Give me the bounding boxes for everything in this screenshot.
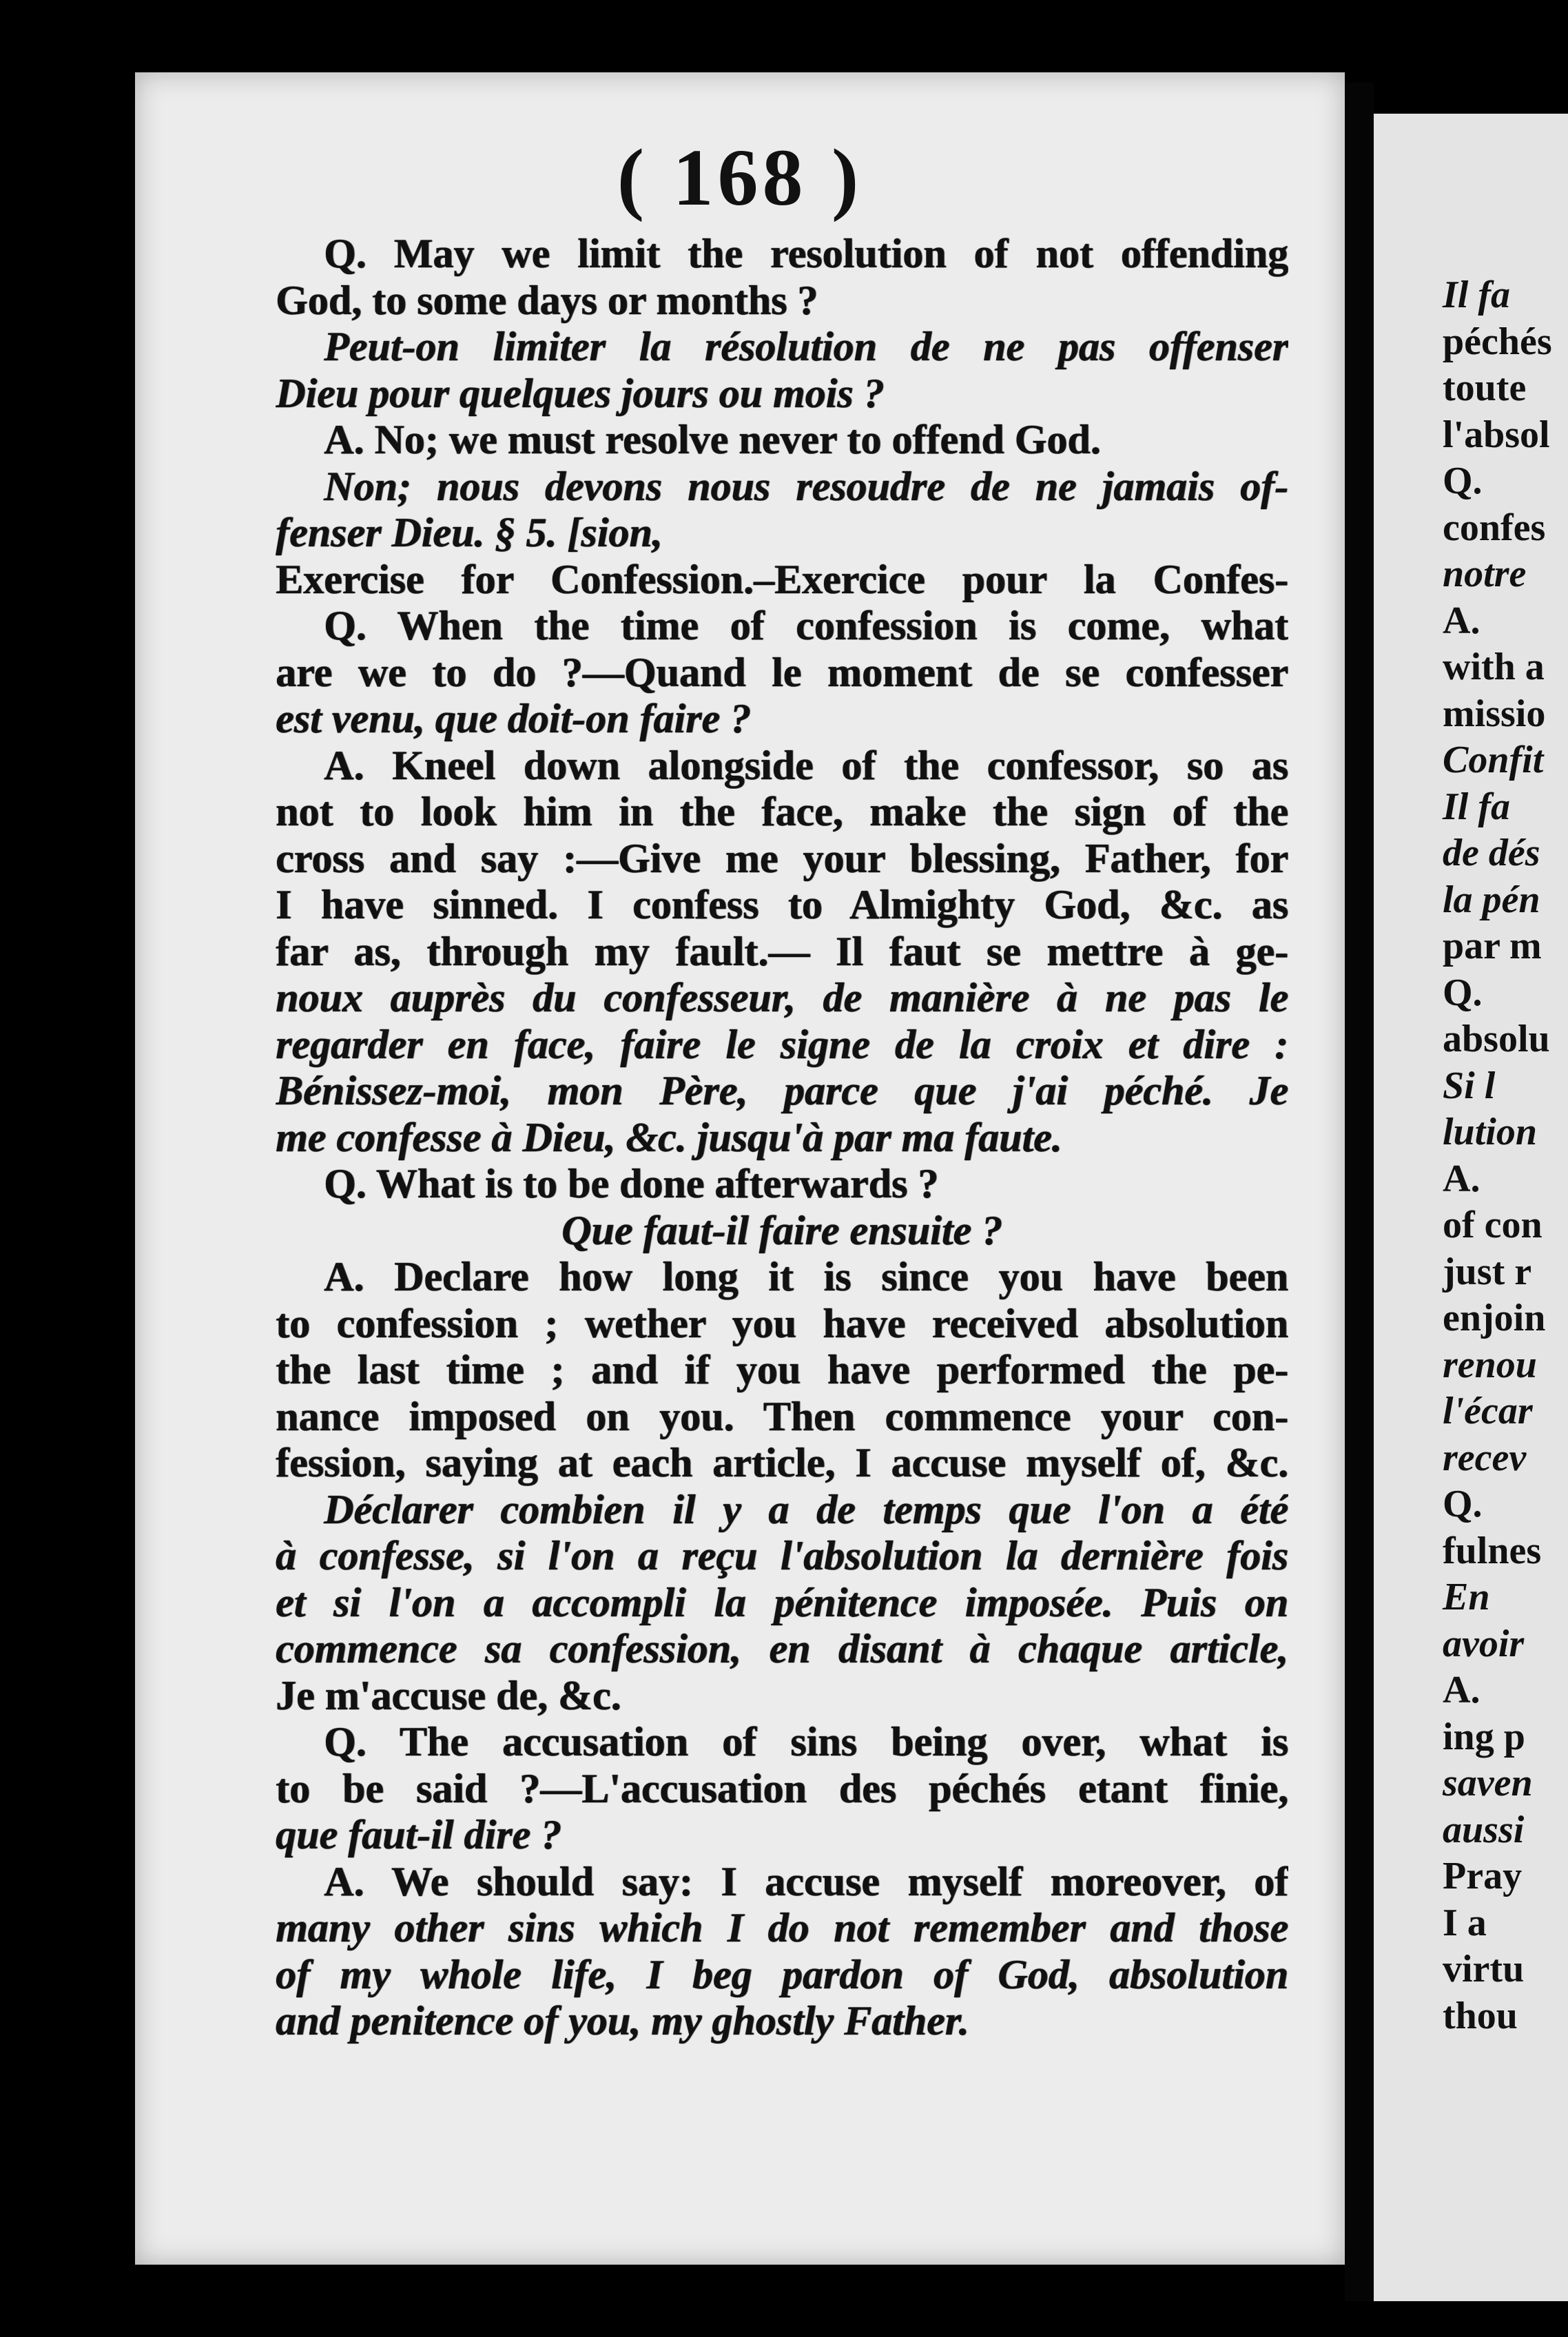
text-line: A. Declare how long it is since you have been <box>324 1254 1288 1299</box>
text-line: of my whole life, I beg pardon of God, absolution <box>276 1951 1288 1997</box>
text-line: me confesse à Dieu, &c. jusqu'à par ma faute. <box>276 1114 1062 1160</box>
text-line: Q. When the time of confession is come, what <box>324 603 1288 648</box>
page-number: ( 168 ) <box>617 132 863 223</box>
text-line: Que faut-il faire ensuite ? <box>561 1207 1002 1253</box>
text-line: fenser Dieu. § 5. [sion, <box>276 510 663 555</box>
right-text-line: Q. <box>1443 971 1483 1014</box>
right-text-line: just r <box>1443 1250 1532 1293</box>
right-text-line: Si l <box>1443 1064 1496 1107</box>
text-line: Dieu pour quelques jours ou mois ? <box>276 370 885 416</box>
text-line: not to look him in the face, make the sign of the <box>276 789 1288 834</box>
right-page <box>1374 114 1568 2301</box>
right-text-line: fulnes <box>1443 1529 1542 1572</box>
right-text-line: thou <box>1443 1994 1518 2037</box>
right-text-line: of con <box>1443 1204 1543 1246</box>
right-text-line: ing p <box>1443 1715 1525 1758</box>
text-line: to confession ; wether you have received absolution <box>276 1300 1288 1346</box>
right-text-line: par m <box>1443 925 1542 967</box>
text-line: cross and say :—Give me your blessing, Father, for <box>276 835 1288 881</box>
text-line: nance imposed on you. Then commence your con- <box>276 1393 1288 1439</box>
right-text-line: la pén <box>1443 878 1540 921</box>
text-line: Q. The accusation of sins being over, what is <box>324 1719 1288 1764</box>
left-page-text <box>276 231 1288 2045</box>
text-line: to be said ?—L'accusation des péchés etant finie, <box>276 1765 1288 1811</box>
right-text-line: Q. <box>1443 460 1483 502</box>
right-text-line: avoir <box>1443 1622 1525 1665</box>
right-page-text <box>1374 272 1552 2039</box>
right-text-line: En <box>1443 1576 1490 1618</box>
text-line: A. Kneel down alongside of the confessor, so as <box>324 742 1288 788</box>
right-text-line: A. <box>1443 599 1481 642</box>
text-line: regarder en face, faire le signe de la croix et dire : <box>276 1021 1288 1067</box>
right-text-line: virtu <box>1443 1948 1525 1990</box>
right-text-line: aussi <box>1443 1808 1525 1851</box>
text-line: que faut-il dire ? <box>276 1812 561 1857</box>
text-line: God, to some days or months ? <box>276 277 818 323</box>
right-text-line: with a <box>1443 646 1545 688</box>
right-text-line: missio <box>1443 692 1546 735</box>
right-text-line: toute <box>1443 367 1527 409</box>
right-text-line: l'absol <box>1443 413 1550 456</box>
text-line: Déclarer combien il y a de temps que l'on a été <box>324 1486 1288 1532</box>
right-text-line: péchés <box>1443 320 1552 363</box>
text-line: est venu, que doit-on faire ? <box>276 696 751 741</box>
text-line: Non; nous devons nous resoudre de ne jamais of- <box>324 463 1288 509</box>
right-text-line: Confit <box>1443 739 1544 781</box>
text-line: many other sins which I do not remember and those <box>276 1905 1288 1950</box>
text-line: the last time ; and if you have performed the pe- <box>276 1347 1288 1392</box>
right-text-line: I a <box>1443 1901 1487 1944</box>
right-text-line: de dés <box>1443 832 1540 874</box>
right-text-line: A. <box>1443 1157 1481 1200</box>
text-line: and penitence of you, my ghostly Father. <box>276 1998 969 2043</box>
text-line: Bénissez-moi, mon Père, parce que j'ai péché. Je <box>276 1068 1288 1113</box>
right-text-line: Q. <box>1443 1483 1483 1525</box>
text-line: Q. May we limit the resolution of not offending <box>324 231 1288 276</box>
right-text-line: recev <box>1443 1436 1527 1479</box>
right-text-line: l'écar <box>1443 1390 1533 1432</box>
text-line: à confesse, si l'on a reçu l'absolution la dernière fois <box>276 1533 1288 1578</box>
text-line: noux auprès du confesseur, de manière à ne pas le <box>276 975 1288 1020</box>
text-line: et si l'on a accompli la pénitence imposée. Puis on <box>276 1579 1288 1625</box>
text-line: Exercise for Confession.–Exercice pour la Confes- <box>276 556 1288 602</box>
text-line: fession, saying at each article, I accuse myself of, &c. <box>276 1440 1288 1485</box>
text-line: far as, through my fault.— Il faut se mettre à ge- <box>276 928 1288 974</box>
text-line: Peut-on limiter la résolution de ne pas offenser <box>324 324 1288 369</box>
text-line: commence sa confession, en disant à chaque article, <box>276 1626 1288 1671</box>
right-text-line: lution <box>1443 1111 1537 1153</box>
right-text-line: Il fa <box>1443 274 1510 316</box>
text-line: I have sinned. I confess to Almighty God, &c. as <box>276 882 1288 927</box>
text-line: Q. What is to be done afterwards ? <box>324 1161 939 1206</box>
right-text-line: A. <box>1443 1669 1481 1711</box>
right-text-line: absolu <box>1443 1018 1550 1060</box>
page-gutter <box>1345 83 1374 2301</box>
right-text-line: renou <box>1443 1343 1537 1386</box>
text-line: are we to do ?—Quand le moment de se confesser <box>276 649 1288 695</box>
right-text-line: notre <box>1443 553 1527 595</box>
text-line: Je m'accuse de, &c. <box>276 1672 621 1718</box>
right-text-line: Pray <box>1443 1855 1523 1897</box>
text-line: A. No; we must resolve never to offend God. <box>324 417 1101 462</box>
right-text-line: Il fa <box>1443 785 1510 828</box>
right-text-line: confes <box>1443 506 1546 549</box>
right-text-line: saven <box>1443 1762 1533 1804</box>
right-text-line: enjoin <box>1443 1297 1546 1339</box>
text-line: A. We should say: I accuse myself moreover, of <box>324 1858 1288 1904</box>
